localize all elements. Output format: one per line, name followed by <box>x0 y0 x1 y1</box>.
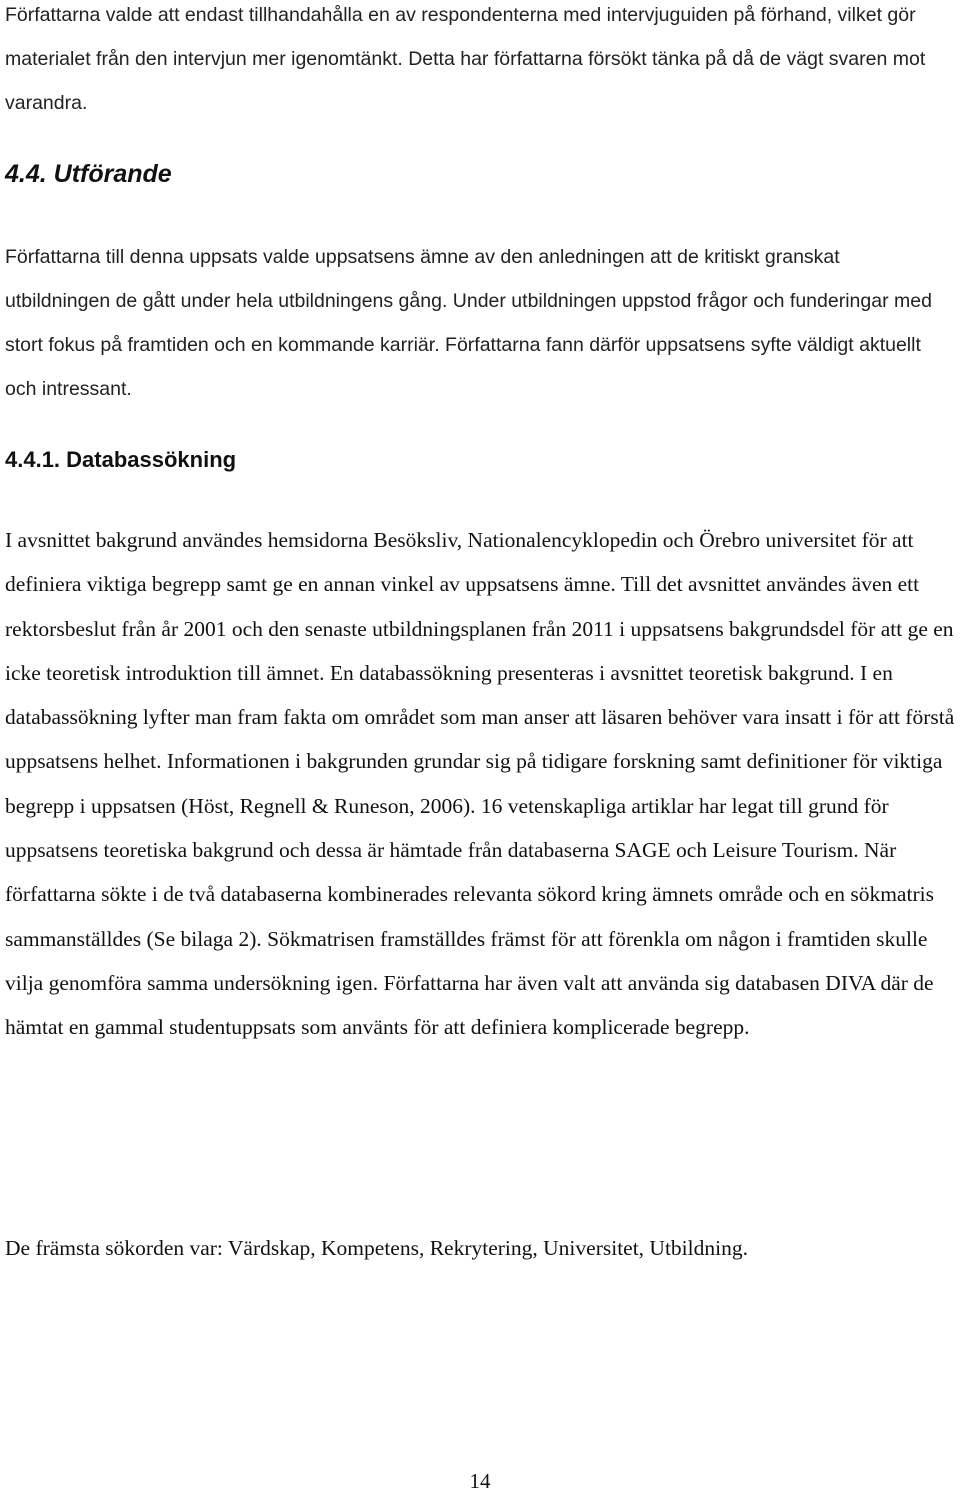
page-number: 14 <box>469 1469 491 1493</box>
section-heading: 4.4. Utförande <box>5 160 172 188</box>
subsection-paragraph: I avsnittet bakgrund användes hemsidorna Besöksliv, Nationalencyklopedin och Örebro universitet för att definiera viktiga begrepp samt ge en annan vinkel av uppsatsens ämne. Till det avsnittet användes även ett rektorsbeslut från år 2001 och den senaste utbildningsplanen från 2011 i uppsatsens bakgrundsdel för att ge en icke teoretisk introduktion till ämnet. En databassökning presenteras i avsnittet teoretisk bakgrund. I en databassökning lyfter man fram fakta om området som man anser att läsaren behöver vara insatt i för att förstå uppsatsens helhet. Informationen i bakgrunden grundar sig på tidigare forskning samt definitioner för viktiga begrepp i uppsatsen (Höst, Regnell & Runeson, 2006). 16 vetenskapliga artiklar har legat till grund för uppsatsens teoretiska bakgrund och dessa är hämtade från databaserna SAGE och Leisure Tourism. När författarna sökte i de två databaserna kombinerades relevanta sökord kring ämnets område och en sökmatris sammanställdes (Se bilaga 2). Sökmatrisen framställdes främst för att förenkla om någon i framtiden skulle vilja genomföra samma undersökning igen. Författarna har även valt att använda sig databasen DIVA där de hämtat en gammal studentuppsats som använts för att definiera komplicerade begrepp. <box>5 528 955 1040</box>
section-paragraph: Författarna till denna uppsats valde uppsatsens ämne av den anledningen att de kritiskt granskat utbildningen de gått under hela utbildningens gång. Under utbildningen uppstod frågor och funderingar med stort fokus på framtiden och en kommande karriär. Författarna fann därför uppsatsens syfte väldigt aktuellt och intressant. <box>5 246 932 400</box>
subsection-heading: 4.4.1. Databassökning <box>5 447 237 472</box>
keywords-paragraph: De främsta sökorden var: Värdskap, Kompetens, Rekrytering, Universitet, Utbildning. <box>5 1236 748 1260</box>
intro-paragraph: Författarna valde att endast tillhandahålla en av respondenterna med intervjuguiden på förhand, vilket gör materialet från den intervjun mer igenomtänkt. Detta har författarna försökt tänka på då de vägt svaren mot varandra. <box>5 4 926 114</box>
